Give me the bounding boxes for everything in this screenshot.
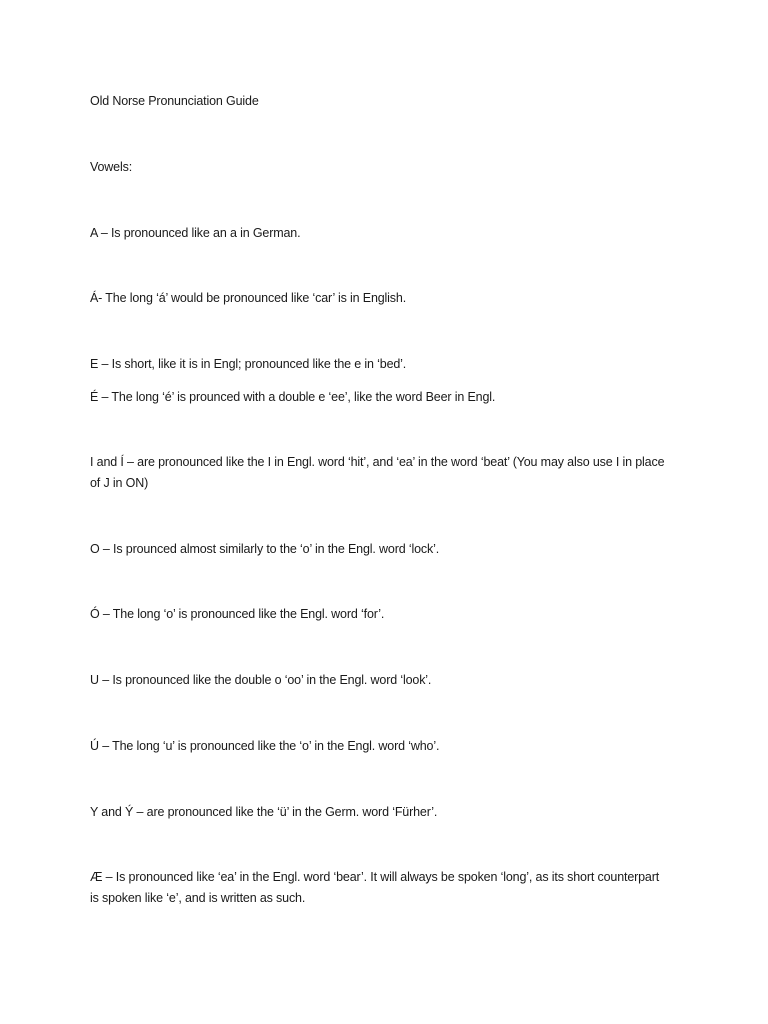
vowel-entry-a: A – Is pronounced like an a in German. [90,226,301,240]
vowel-entry-y: Y and Ý – are pronounced like the ‘ü’ in the Germ. word ‘Fürher’. [90,805,438,819]
vowel-entry-i: I and Í – are pronounced like the I in Engl. word ‘hit’, and ‘ea’ in the word ‘beat’ (You may also use I in place of J in ON) [90,455,665,490]
vowel-entry-ae: Æ – Is pronounced like ‘ea’ in the Engl. word ‘bear’. It will always be spoken ‘long’, as its short counterpart is spoken like ‘e’, and is written as such. [90,870,660,905]
vowel-entry-o-long: Ó – The long ‘o’ is pronounced like the Engl. word ‘for’. [90,607,385,621]
vowel-entry-e: E – Is short, like it is in Engl; pronounced like the e in ‘bed’. [90,357,407,371]
document-title: Old Norse Pronunciation Guide [90,94,259,108]
vowel-entry-u: U – Is pronounced like the double o ‘oo’ in the Engl. word ‘look’. [90,673,432,687]
section-heading-vowels: Vowels: [90,160,133,174]
vowel-entry-a-long: Á- The long ‘á’ would be pronounced like ‘car’ is in English. [90,291,407,305]
vowel-entry-o: O – Is prounced almost similarly to the ‘o’ in the Engl. word ‘lock’. [90,542,440,556]
vowel-entry-u-long: Ú – The long ‘u’ is pronounced like the ‘o’ in the Engl. word ‘who’. [90,739,440,753]
vowel-entry-e-long: É – The long ‘é’ is prounced with a double e ‘ee’, like the word Beer in Engl. [90,390,496,404]
